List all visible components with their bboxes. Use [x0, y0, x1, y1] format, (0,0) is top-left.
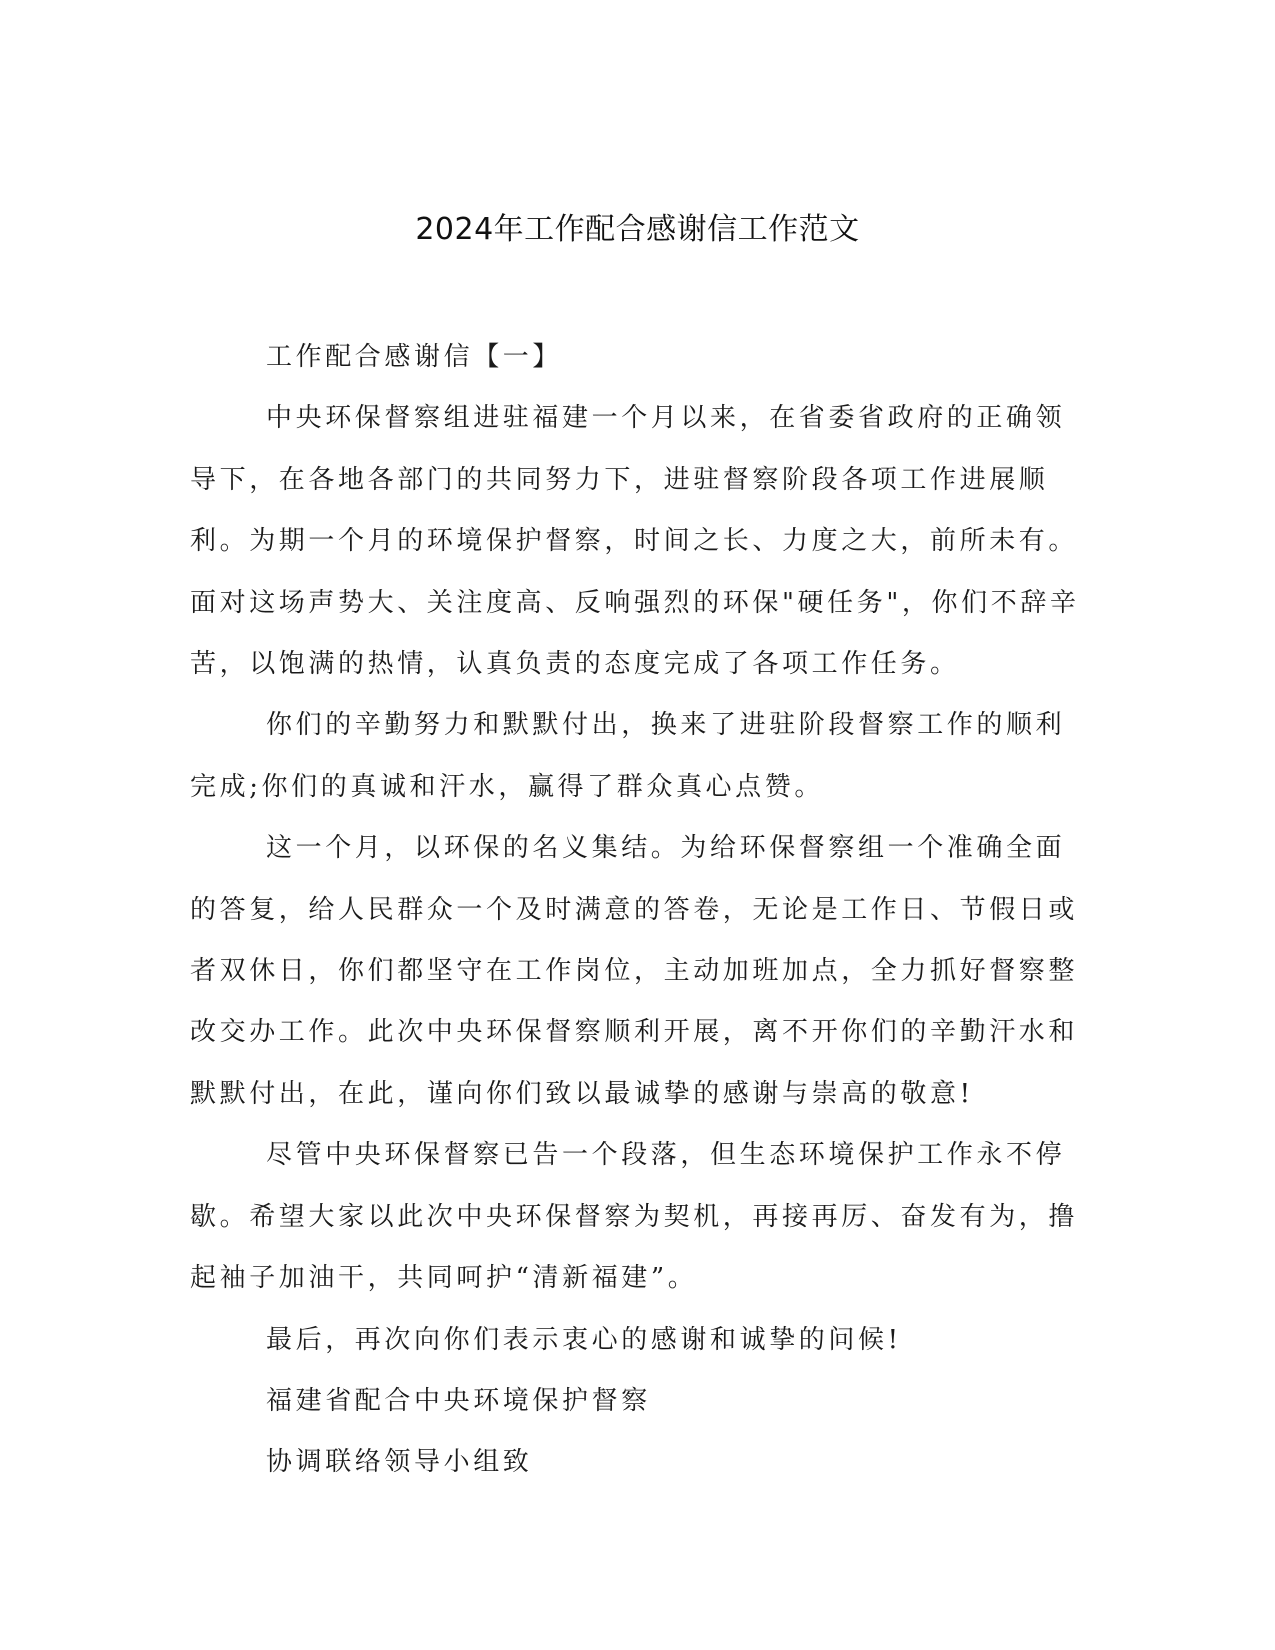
body-paragraph: 尽管中央环保督察已告一个段落，但生态环境保护工作永不停歇。希望大家以此次中央环保督察为契机，再接再厉、奋发有为，撸起袖子加油干，共同呵护“清新福建”。 [190, 1140, 1079, 1294]
body-paragraph: 中央环保督察组进驻福建一个月以来，在省委省政府的正确领导下，在各地各部门的共同努力下，进驻督察阶段各项工作进展顺利。为期一个月的环境保护督察，时间之长、力度之大，前所未有。面对这场声势大、关注度高、反响强烈的环保"硬任务"，你们不辞辛苦，以饱满的热情，认真负责的态度完成了各项工作任务。 [190, 403, 1080, 680]
closing-paragraph: 最后，再次向你们表示衷心的感谢和诚挚的问候! [266, 1324, 902, 1355]
body-paragraph: 你们的辛勤努力和默默付出，换来了进驻阶段督察工作的顺利完成;你们的真诚和汗水，赢得了群众真心点赞。 [190, 710, 1066, 802]
section-heading: 工作配合感谢信【一】 [266, 342, 563, 372]
document-title: 2024年工作配合感谢信工作范文 [415, 212, 860, 247]
document-body [190, 327, 1080, 1494]
body-paragraph: 这一个月，以环保的名义集结。为给环保督察组一个准确全面的答复，给人民群众一个及时满意的答卷，无论是工作日、节假日或者双休日，你们都坚守在工作岗位，主动加班加点，全力抓好督察整改交办工作。此次中央环保督察顺利开展，离不开你们的辛勤汗水和默默付出，在此，谨向你们致以最诚挚的感谢与崇高的敬意! [190, 833, 1079, 1109]
signature-line: 福建省配合中央环境保护督察 [266, 1385, 651, 1416]
signature-line: 协调联络领导小组致 [266, 1447, 533, 1478]
